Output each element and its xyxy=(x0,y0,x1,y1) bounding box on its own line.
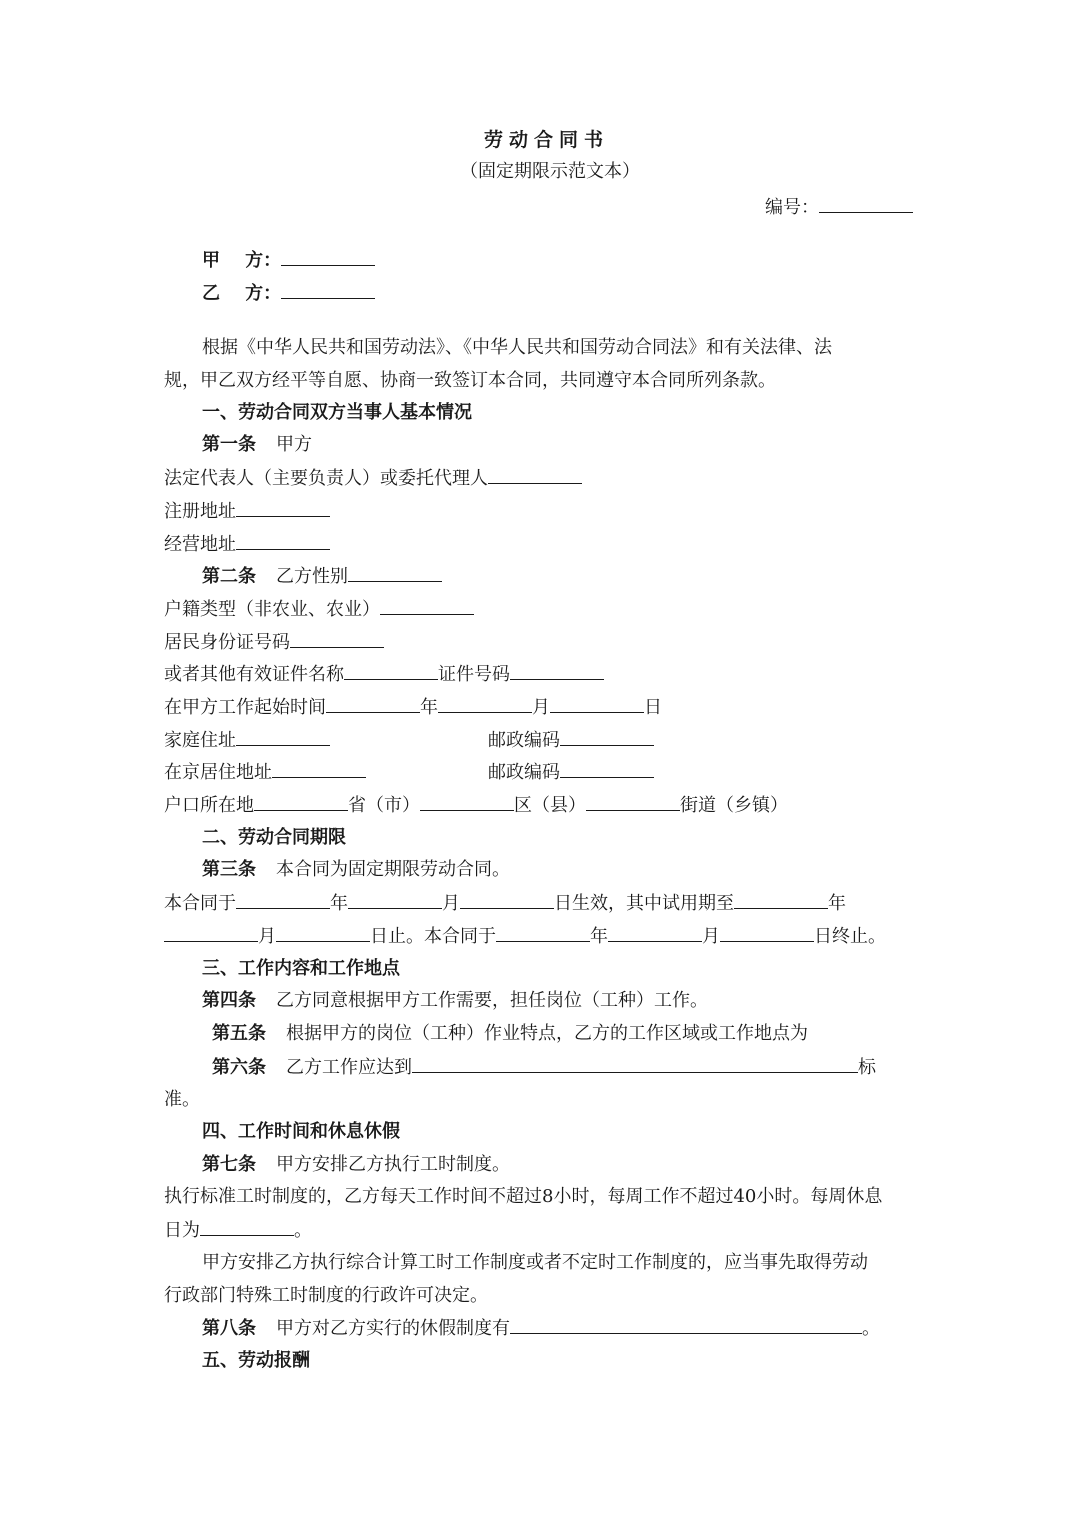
term-start-text: 本合同于 xyxy=(164,893,236,914)
start-time-line xyxy=(164,695,662,720)
article-6-label: 第六条 xyxy=(212,1057,266,1078)
article-7-label: 第七条 xyxy=(202,1154,256,1175)
hukou-location-line xyxy=(164,793,788,818)
start-month-blank xyxy=(438,695,532,713)
article-2-text: 乙方性别 xyxy=(276,566,348,587)
reg-addr-label: 注册地址 xyxy=(164,501,236,522)
trial-day-blank xyxy=(276,924,370,942)
article-8 xyxy=(202,1316,880,1341)
doc-subtitle: （固定期限示范文本） xyxy=(460,161,640,182)
term-month-blank xyxy=(348,891,442,909)
term-line-2 xyxy=(164,924,886,949)
section-5-heading: 五、劳动报酬 xyxy=(202,1350,310,1371)
other-id-name-blank xyxy=(344,662,438,680)
number-blank xyxy=(819,195,913,213)
article-5-label: 第五条 xyxy=(212,1023,266,1044)
hukou-type-label: 户籍类型（非农业、农业） xyxy=(164,599,380,620)
year-text: 年 xyxy=(590,926,608,947)
year-text: 年 xyxy=(420,697,438,718)
other-id-name-label: 或者其他有效证件名称 xyxy=(164,664,344,685)
bj-addr-label: 在京居住地址 xyxy=(164,762,272,783)
gender-blank xyxy=(348,564,442,582)
std-hours-line-1: 执行标准工时制度的，乙方每天工作时间不超过8小时，每周工作不超过40小时。每周休息 xyxy=(164,1186,883,1207)
work-standard-blank xyxy=(412,1055,858,1073)
home-postcode xyxy=(488,728,654,753)
contract-number xyxy=(765,195,913,220)
rest-day-tail: 。 xyxy=(294,1220,312,1241)
home-postcode-blank xyxy=(560,728,654,746)
article-4-label: 第四条 xyxy=(202,990,256,1011)
article-3 xyxy=(202,858,510,882)
biz-addr-blank xyxy=(236,532,330,550)
article-2-label: 第二条 xyxy=(202,566,256,587)
bj-postcode-blank xyxy=(560,760,654,778)
other-id-number-label: 证件号码 xyxy=(438,664,510,685)
year-text: 年 xyxy=(828,893,846,914)
term-effective-text: 日生效，其中试用期至 xyxy=(554,893,734,914)
bj-postcode xyxy=(488,760,654,785)
term-day-blank xyxy=(460,891,554,909)
month-text: 月 xyxy=(442,893,460,914)
id-number-line xyxy=(164,630,384,655)
std-hours-line-2 xyxy=(164,1218,312,1243)
hukou-loc-label: 户口所在地 xyxy=(164,795,254,816)
end-month-blank xyxy=(608,924,702,942)
standard-tail-1: 标 xyxy=(858,1057,876,1078)
street-blank xyxy=(586,793,680,811)
month-text: 月 xyxy=(258,926,276,947)
id-number-label: 居民身份证号码 xyxy=(164,632,290,653)
home-addr-blank xyxy=(236,728,330,746)
end-day-blank xyxy=(720,924,814,942)
article-7 xyxy=(202,1153,510,1177)
intro-line-2: 规，甲乙双方经平等自愿、协商一致签订本合同，共同遵守本合同所列条款。 xyxy=(164,370,776,391)
article-1 xyxy=(202,433,312,457)
party-a xyxy=(202,248,375,273)
article-3-label: 第三条 xyxy=(202,859,256,880)
party-b-label: 乙 方： xyxy=(202,283,282,304)
special-hours-line-2: 行政部门特殊工时制度的行政许可决定。 xyxy=(164,1285,488,1306)
article-1-text: 甲方 xyxy=(276,434,312,455)
postcode-label: 邮政编码 xyxy=(488,762,560,783)
term-end-text: 日终止。 xyxy=(814,926,886,947)
article-4-text: 乙方同意根据甲方工作需要，担任岗位（工种）工作。 xyxy=(276,990,708,1011)
section-3-heading: 三、工作内容和工作地点 xyxy=(202,958,400,979)
special-hours-line-1: 甲方安排乙方执行综合计算工时工作制度或者不定时工作制度的，应当事先取得劳动 xyxy=(202,1252,868,1273)
party-a-blank xyxy=(281,248,375,266)
start-time-label: 在甲方工作起始时间 xyxy=(164,697,326,718)
month-text: 月 xyxy=(532,697,550,718)
article-5 xyxy=(212,1022,808,1046)
legal-rep-blank xyxy=(488,466,582,484)
article-3-text: 本合同为固定期限劳动合同。 xyxy=(276,859,510,880)
biz-addr-label: 经营地址 xyxy=(164,534,236,555)
biz-addr-line xyxy=(164,532,330,557)
start-year-blank xyxy=(326,695,420,713)
other-id-number-blank xyxy=(510,662,604,680)
end-year-blank xyxy=(496,924,590,942)
trial-year-blank xyxy=(734,891,828,909)
year-text: 年 xyxy=(330,893,348,914)
article-7-text: 甲方安排乙方执行工时制度。 xyxy=(276,1154,510,1175)
trial-month-blank xyxy=(164,924,258,942)
district-text: 区（县） xyxy=(514,795,586,816)
article-6-text: 乙方工作应达到 xyxy=(286,1057,412,1078)
bj-addr-blank xyxy=(272,760,366,778)
province-blank xyxy=(254,793,348,811)
legal-rep-label: 法定代表人（主要负责人）或委托代理人 xyxy=(164,468,488,489)
district-blank xyxy=(420,793,514,811)
party-b xyxy=(202,281,375,306)
article-6-tail: 准。 xyxy=(164,1089,200,1110)
hukou-type-blank xyxy=(380,597,474,615)
section-2-heading: 二、劳动合同期限 xyxy=(202,827,346,848)
number-label: 编号： xyxy=(765,197,819,218)
article-8-label: 第八条 xyxy=(202,1318,256,1339)
party-b-blank xyxy=(281,281,375,299)
doc-title: 劳动合同书 xyxy=(484,129,610,151)
section-4-heading: 四、工作时间和休息休假 xyxy=(202,1121,400,1142)
bj-addr-line xyxy=(164,760,366,785)
trial-end-text: 日止。本合同于 xyxy=(370,926,496,947)
article-2 xyxy=(202,564,442,589)
leave-system-blank xyxy=(510,1316,862,1334)
province-text: 省（市） xyxy=(348,795,420,816)
reg-addr-line xyxy=(164,499,330,524)
other-id-line xyxy=(164,662,604,687)
home-addr-line xyxy=(164,728,330,753)
day-text: 日 xyxy=(644,697,662,718)
article-8-text: 甲方对乙方实行的休假制度有 xyxy=(276,1318,510,1339)
article-5-text: 根据甲方的岗位（工种）作业特点，乙方的工作区域或工作地点为 xyxy=(286,1023,808,1044)
legal-rep-line xyxy=(164,466,582,491)
street-text: 街道（乡镇） xyxy=(680,795,788,816)
rest-day-blank xyxy=(200,1218,294,1236)
term-year-blank xyxy=(236,891,330,909)
article-8-tail: 。 xyxy=(862,1318,880,1339)
month-text: 月 xyxy=(702,926,720,947)
article-1-label: 第一条 xyxy=(202,434,256,455)
postcode-label: 邮政编码 xyxy=(488,730,560,751)
article-4 xyxy=(202,989,708,1013)
start-day-blank xyxy=(550,695,644,713)
party-a-label: 甲 方： xyxy=(202,250,282,271)
home-addr-label: 家庭住址 xyxy=(164,730,236,751)
id-number-blank xyxy=(290,630,384,648)
section-1-heading: 一、劳动合同双方当事人基本情况 xyxy=(202,402,472,423)
hukou-type-line xyxy=(164,597,474,622)
reg-addr-blank xyxy=(236,499,330,517)
term-line-1 xyxy=(164,891,846,916)
article-6 xyxy=(212,1055,876,1080)
intro-line-1: 根据《中华人民共和国劳动法》、《中华人民共和国劳动合同法》和有关法律、法 xyxy=(202,337,832,358)
rest-day-label: 日为 xyxy=(164,1220,200,1241)
